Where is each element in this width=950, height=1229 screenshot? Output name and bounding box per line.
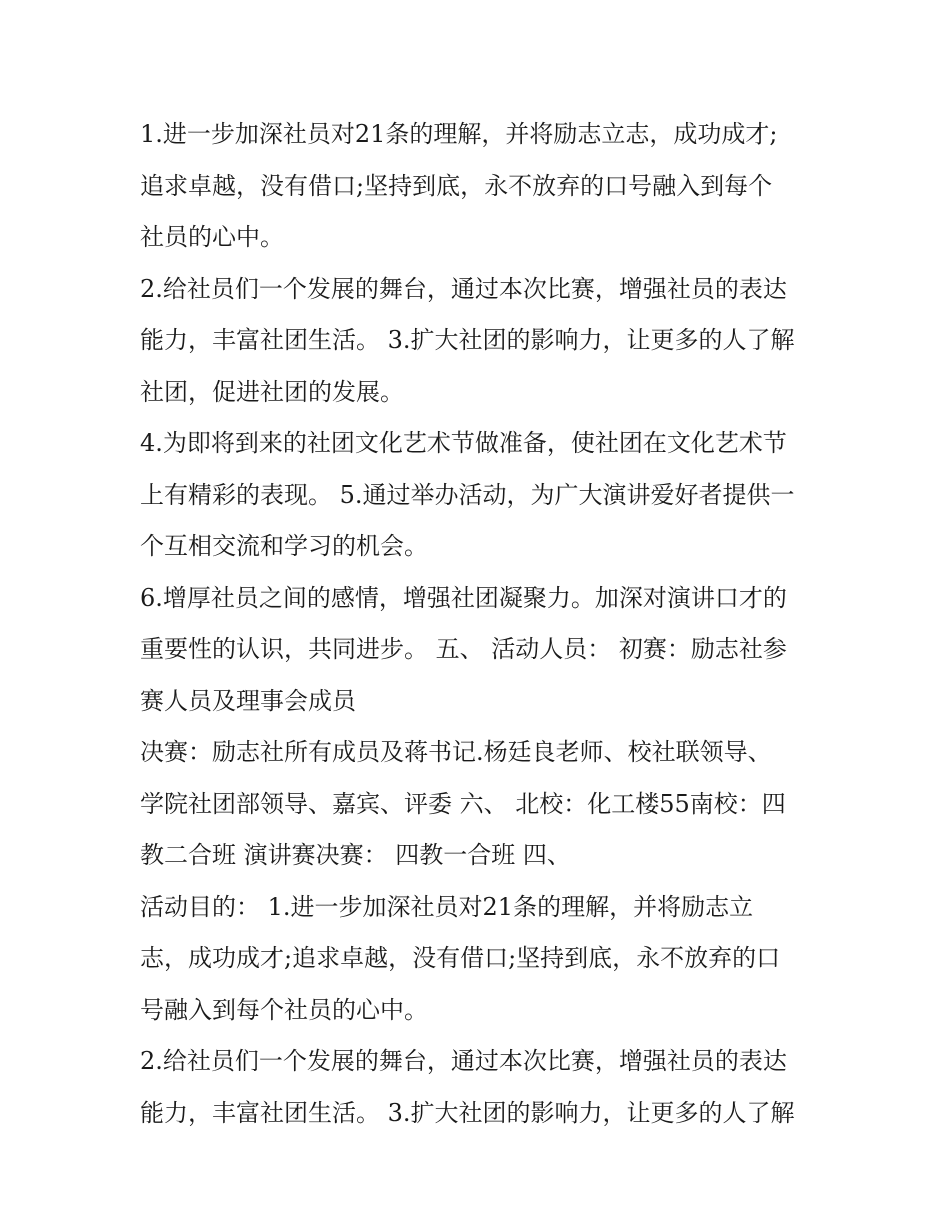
text-line: 重要性的认识，共同进步。 五、 活动人员： 初赛：励志社参 xyxy=(140,635,787,663)
text-line: 能力，丰富社团生活。 3.扩大社团的影响力，让更多的人了解 xyxy=(140,326,795,354)
text-line: 4.为即将到来的社团文化艺术节做准备，使社团在文化艺术节 xyxy=(140,429,787,457)
text-line: 能力，丰富社团生活。 3.扩大社团的影响力，让更多的人了解 xyxy=(140,1098,795,1127)
body-text xyxy=(140,109,820,1139)
text-line: 社员的心中。 xyxy=(140,223,284,251)
text-line: 1.进一步加深社员对21条的理解，并将励志立志，成功成才; xyxy=(140,120,778,148)
text-line: 上有精彩的表现。 5.通过举办活动，为广大演讲爱好者提供一 xyxy=(140,480,795,509)
text-line: 学院社团部领导、嘉宾、评委 六、 北校：化工楼55南校：四 xyxy=(140,789,786,818)
text-line: 2.给社员们一个发展的舞台，通过本次比赛，增强社员的表达 xyxy=(140,1047,787,1075)
text-line: 2.给社员们一个发展的舞台，通过本次比赛，增强社员的表达 xyxy=(140,274,787,303)
text-line: 追求卓越，没有借口;坚持到底，永不放弃的口号融入到每个 xyxy=(140,171,773,200)
text-line: 教二合班 演讲赛决赛： 四教一合班 四、 xyxy=(140,841,571,869)
text-line: 社团，促进社团的发展。 xyxy=(140,377,404,406)
text-line: 决赛：励志社所有成员及蒋书记.杨廷良老师、校社联领导、 xyxy=(140,738,772,766)
text-line: 号融入到每个社员的心中。 xyxy=(140,995,428,1024)
text-line: 赛人员及理事会成员 xyxy=(140,686,356,715)
text-line: 6.增厚社员之间的感情，增强社团凝聚力。加深对演讲口才的 xyxy=(140,583,787,612)
text-line: 活动目的： 1.进一步加深社员对21条的理解，并将励志立 xyxy=(140,892,754,921)
text-line: 志，成功成才;追求卓越，没有借口;坚持到底，永不放弃的口 xyxy=(140,944,781,972)
text-line: 个互相交流和学习的机会。 xyxy=(140,532,428,560)
